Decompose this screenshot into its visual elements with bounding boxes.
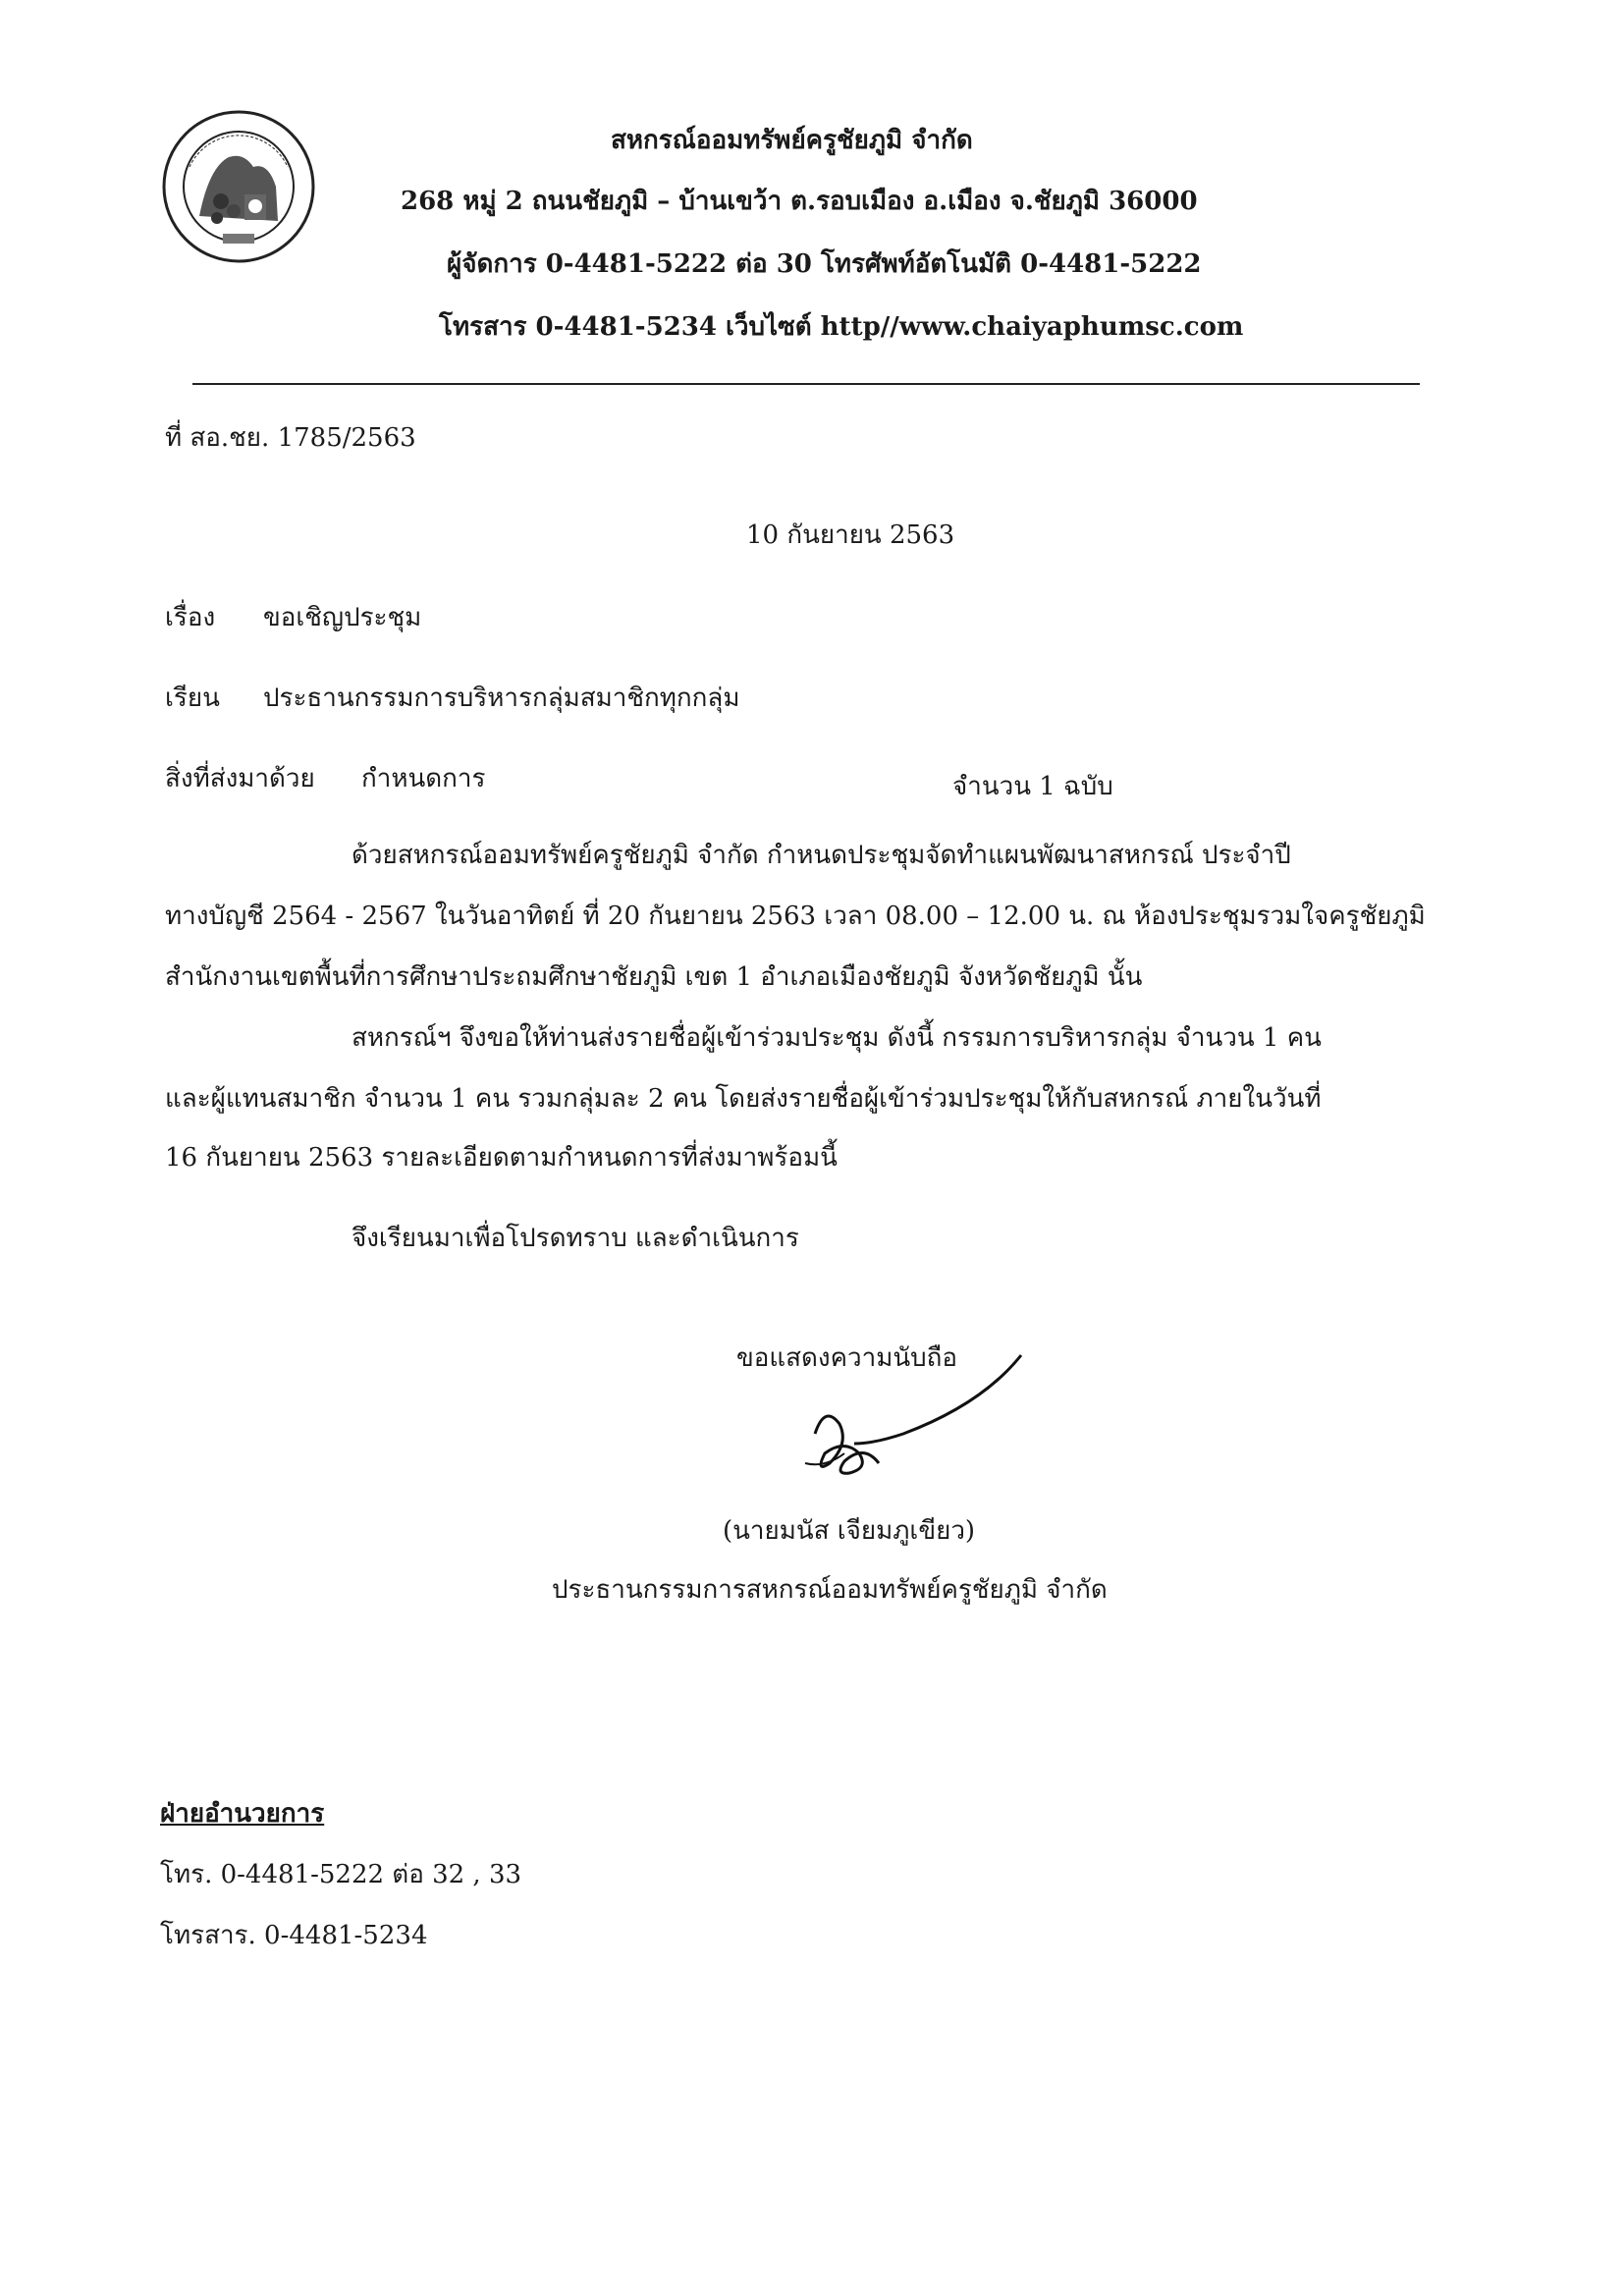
header-divider: [192, 383, 1420, 385]
footer-fax: โทรสาร. 0-4481-5234: [160, 1921, 428, 1950]
cooperative-seal-logo: [160, 108, 317, 265]
handwritten-signature: [785, 1345, 1041, 1503]
para2-line2: และผู้แทนสมาชิก จำนวน 1 คน รวมกลุ่มละ 2 คน โดยส่งรายชื่อผู้เข้าร่วมประชุมให้กับสหกรณ์ ภายในวันที่: [165, 1084, 1322, 1114]
org-fax-web-line: โทรสาร 0-4481-5234 เว็บไซต์ http//www.chaiyaphumsc.com: [439, 312, 1244, 342]
para2-line3: 16 กันยายน 2563 รายละเอียดตามกำหนดการที่ส่งมาพร้อมนี้: [165, 1143, 838, 1173]
para1-line1: ด้วยสหกรณ์ออมทรัพย์ครูชัยภูมิ จำกัด กำหนดประชุมจัดทำแผนพัฒนาสหกรณ์ ประจำปี: [352, 841, 1291, 870]
salutation: ขอแสดงความนับถือ: [736, 1343, 957, 1373]
signer-name: (นายมนัส เจียมภูเขียว): [723, 1516, 976, 1546]
org-phone-line: ผู้จัดการ 0-4481-5222 ต่อ 30 โทรศัพท์อัตโนมัติ 0-4481-5222: [447, 249, 1202, 279]
letter-date: 10 กันยายน 2563: [746, 520, 955, 550]
footer-telephone: โทร. 0-4481-5222 ต่อ 32 , 33: [160, 1860, 522, 1889]
enclosure-count: จำนวน 1 ฉบับ: [952, 772, 1113, 801]
department-label: ฝ่ายอำนวยการ: [160, 1799, 325, 1829]
para1-line2: ทางบัญชี 2564 - 2567 ในวันอาทิตย์ ที่ 20 กันยายน 2563 เวลา 08.00 – 12.00 น. ณ ห้องประชุมรวมใจครูชัยภูมิ: [165, 902, 1426, 931]
para1-line3: สำนักงานเขตพื้นที่การศึกษาประถมศึกษาชัยภูมิ เขต 1 อำเภอเมืองชัยภูมิ จังหวัดชัยภูมิ นั้น: [165, 962, 1143, 992]
to-label: เรียน: [165, 683, 220, 713]
subject-text: ขอเชิญประชุม: [263, 603, 422, 632]
subject-label: เรื่อง: [165, 603, 216, 632]
closing-paragraph: จึงเรียนมาเพื่อโปรดทราบ และดำเนินการ: [352, 1224, 799, 1253]
enclosure-label: สิ่งที่ส่งมาด้วย: [165, 764, 315, 793]
to-text: ประธานกรรมการบริหารกลุ่มสมาชิกทุกกลุ่ม: [263, 683, 740, 713]
org-address: 268 หมู่ 2 ถนนชัยภูมิ – บ้านเขว้า ต.รอบเมือง อ.เมือง จ.ชัยภูมิ 36000: [401, 187, 1198, 216]
letter-reference: ที่ สอ.ชย. 1785/2563: [165, 423, 416, 453]
enclosure-text: กำหนดการ: [361, 764, 486, 793]
org-name: สหกรณ์ออมทรัพย์ครูชัยภูมิ จำกัด: [611, 126, 973, 155]
para2-line1: สหกรณ์ฯ จึงขอให้ท่านส่งรายชื่อผู้เข้าร่วมประชุม ดังนี้ กรรมการบริหารกลุ่ม จำนวน 1 คน: [352, 1023, 1322, 1053]
signer-title: ประธานกรรมการสหกรณ์ออมทรัพย์ครูชัยภูมิ จำกัด: [552, 1575, 1108, 1605]
